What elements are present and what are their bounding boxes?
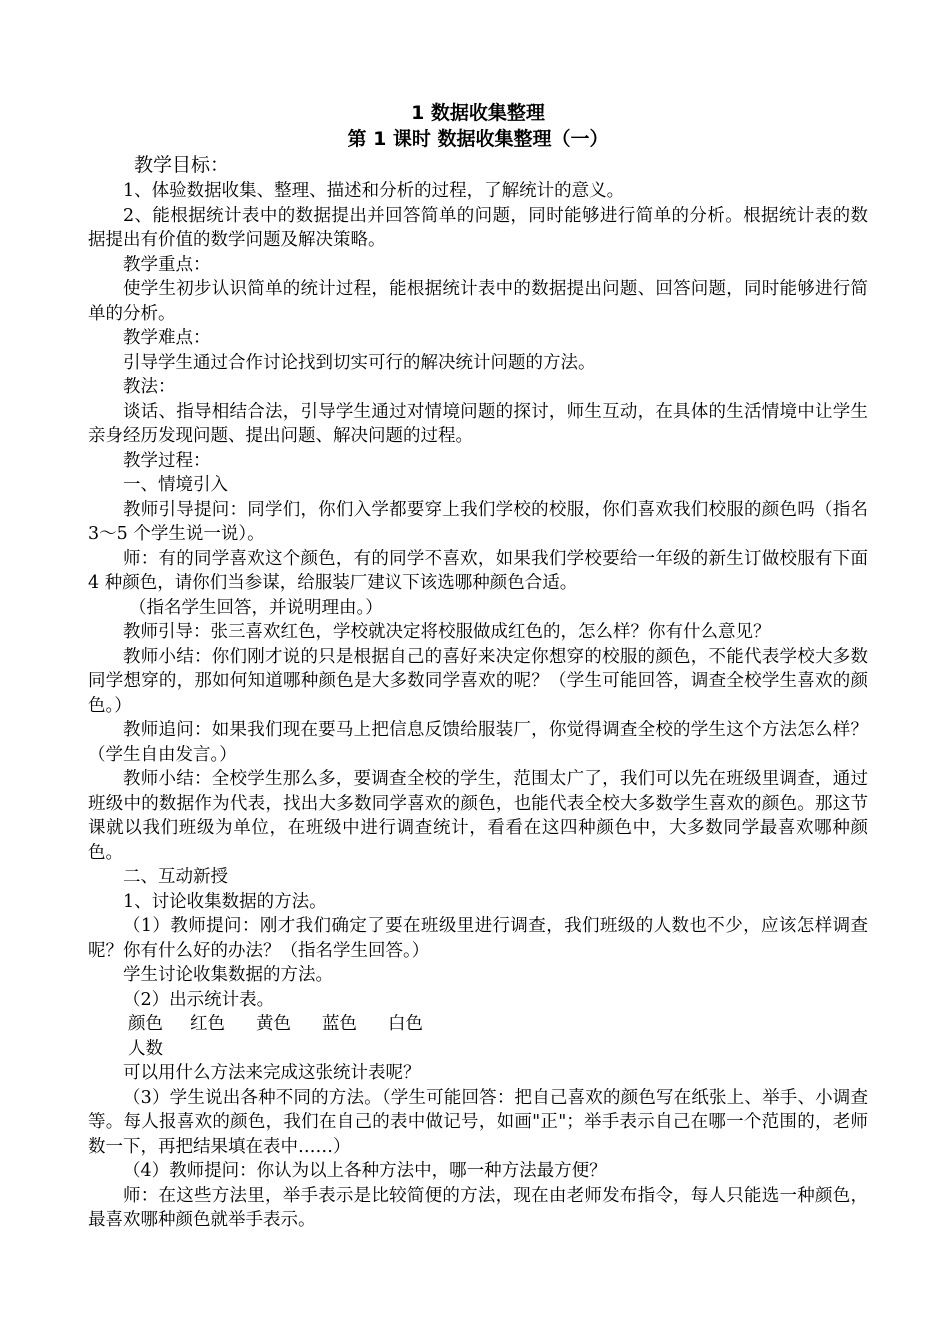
paragraph: 学生讨论收集数据的方法。 bbox=[123, 965, 333, 985]
section-heading: 教学重点： bbox=[123, 254, 211, 275]
paragraph: （2）出示统计表。 bbox=[123, 989, 275, 1010]
paragraph: 教师追问：如果我们现在要马上把信息反馈给服装厂，你觉得调查全校的学生这个方法怎么样？（学生自由发言。） bbox=[88, 720, 868, 765]
paragraph: 师：在这些方法里，举手表示是比较简便的方法，现在由老师发布指令，每人只能选一种颜色，最喜欢哪种颜色就举手表示。 bbox=[88, 1185, 868, 1230]
paragraph: 引导学生通过合作讨论找到切实可行的解决统计问题的方法。 bbox=[123, 352, 596, 373]
paragraph: 使学生初步认识简单的统计过程，能根据统计表中的数据提出问题、回答问题，同时能够进行简单的分析。 bbox=[88, 279, 868, 324]
paragraph: （指名学生回答，并说明理由。） bbox=[129, 597, 383, 618]
stat-table-count-row bbox=[128, 1037, 868, 1062]
lesson-title: 第 1 课时 数据收集整理（一） bbox=[347, 128, 609, 150]
paragraph: （1）教师提问：刚才我们确定了要在班级里进行调查，我们班级的人数也不少，应该怎样调查呢？你有什么好的办法？（指名学生回答。） bbox=[88, 916, 868, 961]
section-heading: 一、情境引入 bbox=[123, 475, 228, 495]
section-heading: 教法： bbox=[123, 377, 176, 397]
table-cell: 黄色 bbox=[256, 1014, 291, 1034]
table-cell: 人数 bbox=[128, 1038, 163, 1059]
paragraph: 教师引导提问：同学们，你们入学都要穿上我们学校的校服，你们喜欢我们校服的颜色吗（指名 3～5 个学生说一说）。 bbox=[88, 499, 868, 544]
table-cell: 红色 bbox=[190, 1014, 225, 1034]
paragraph: 2、能根据统计表中的数据提出并回答简单的问题，同时能够进行简单的分析。根据统计表的数据提出有价值的数学问题及解决策略。 bbox=[88, 205, 868, 250]
table-cell: 颜色 bbox=[128, 1014, 163, 1034]
section-heading: 二、互动新授 bbox=[123, 867, 228, 887]
table-cell: 白色 bbox=[388, 1014, 423, 1034]
table-cell: 蓝色 bbox=[322, 1014, 357, 1034]
paragraph: 教师小结：全校学生那么多，要调查全校的学生，范围太广了，我们可以先在班级里调查，通过班级中的数据作为代表，找出大多数同学喜欢的颜色，也能代表全校大多数学生喜欢的颜色。那这节课就以我们班级为单位，在班级中进行调查统计，看看在这四种颜色中，大多数同学最喜欢哪种颜色。 bbox=[88, 769, 868, 863]
stat-table-header-row bbox=[128, 1012, 868, 1037]
paragraph: （4）教师提问：你认为以上各种方法中，哪一种方法最方便？ bbox=[123, 1161, 607, 1181]
paragraph: 教师小结：你们刚才说的只是根据自己的喜好来决定你想穿的校服的颜色，不能代表学校大多数同学想穿的，那如何知道哪种颜色是大多数同学喜欢的呢？（学生可能回答，调查全校学生喜欢的颜色。） bbox=[88, 646, 868, 716]
paragraph: 1、体验数据收集、整理、描述和分析的过程，了解统计的意义。 bbox=[123, 181, 625, 201]
stat-table bbox=[88, 1012, 868, 1061]
paragraph: 教师引导：张三喜欢红色，学校就决定将校服做成红色的，怎么样？你有什么意见？ bbox=[123, 622, 771, 642]
paragraph: 师：有的同学喜欢这个颜色，有的同学不喜欢，如果我们学校要给一年级的新生订做校服有下面 4 种颜色，请你们当参谋，给服装厂建议下该选哪种颜色合适。 bbox=[88, 548, 868, 593]
paragraph: 1、讨论收集数据的方法。 bbox=[123, 891, 327, 912]
unit-title: 1 数据收集整理 bbox=[411, 102, 545, 124]
paragraph: 可以用什么方法来完成这张统计表呢？ bbox=[123, 1063, 421, 1083]
document-page bbox=[88, 100, 868, 1233]
paragraph: （3）学生说出各种不同的方法。（学生可能回答：把自己喜欢的颜色写在纸张上、举手、小调查等。每人报喜欢的颜色，我们在自己的表中做记号，如画"正"；举手表示自己在哪一个范围的，老师数一下，再把结果填在表中……） bbox=[88, 1087, 868, 1157]
goal-heading: 教学目标： bbox=[134, 154, 230, 176]
section-heading: 教学难点： bbox=[123, 328, 211, 348]
paragraph: 谈话、指导相结合法，引导学生通过对情境问题的探讨，师生互动，在具体的生活情境中让学生亲身经历发现问题、提出问题、解决问题的过程。 bbox=[88, 401, 868, 446]
section-heading: 教学过程： bbox=[123, 450, 211, 471]
